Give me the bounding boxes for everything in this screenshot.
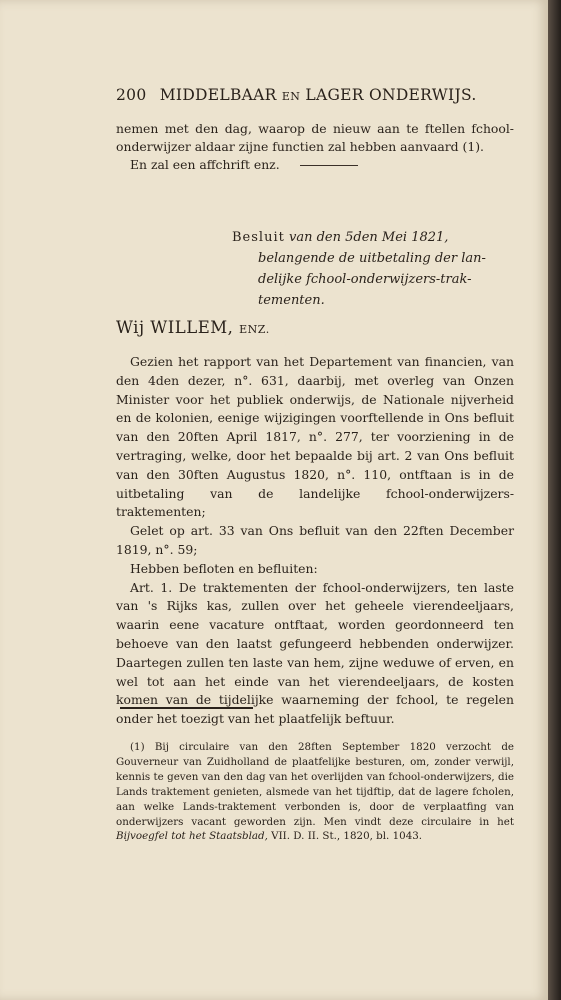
decree-body xyxy=(116,353,514,729)
page-edge xyxy=(548,0,561,1000)
footnote xyxy=(116,740,514,844)
preceding-paragraph: nemen met den dag, waarop de nieuw aan te ftellen fchool-onderwijzer aldaar zijne functien zal hebben aanvaard (1). xyxy=(116,121,514,154)
considerations-paragraph: Gezien het rapport van het Departement van financien, van den 4den dezer, n°. 631, daarbij, met overleg van Onzen Minister voor het publiek onderwijs, de Nationale nijverheid en de kolonien, eenige wijzigingen voorftellende in Ons befluit van den 20ften April 1817, n°. 277, ter voorziening in de vertraging, welke, door het bepaalde bij art. 2 van Ons befluit van den 30ften Augustus 1820, n°. 110, ontftaan is in de uitbetaling van de landelijke fchool-onderwijzers-traktementen; xyxy=(116,354,514,520)
page-number: 200 xyxy=(116,86,147,104)
royal-enz: ENZ. xyxy=(239,323,270,336)
decree-subject-line: delijke fchool-onderwijzers-trak- xyxy=(258,272,472,287)
decree-subject-line: belangende de uitbetaling der lan- xyxy=(258,251,486,266)
royal-intro xyxy=(116,318,514,337)
decree-heading xyxy=(232,227,512,311)
header-title-part1: MIDDELBAAR xyxy=(159,86,277,104)
resolution-paragraph: Hebben befloten en befluiten: xyxy=(130,560,318,576)
royal-name: Wij WILLEM, xyxy=(116,318,234,337)
header-title-conj: EN xyxy=(281,90,301,103)
footnote-reference-title: Bijvoegfel tot het Staatsblad, xyxy=(116,830,268,843)
decree-keyword: Besluit xyxy=(232,230,285,245)
decree-subject-line: tementen. xyxy=(258,293,325,308)
reference-paragraph: Gelet op art. 33 van Ons befluit van den 22ften December 1819, n°. 59; xyxy=(116,523,514,557)
header-title-part2: LAGER ONDERWIJS. xyxy=(305,86,477,104)
closing-line: En zal een affchrift enz. xyxy=(130,157,280,172)
article-1-paragraph: Art. 1. De traktementen der fchool-onderwijzers, ten laste van 's Rijks kas, zullen over het geheele vierendeeljaars, waarin eene vacature ontftaat, worden geordonneerd ten behoeve van den laatst gefungeerd hebbenden onderwijzer. Daartegen zullen ten laste van hem, zijne weduwe of erven, en wel tot aan het einde van het vierendeeljaars, de kosten komen van de tijdelijke waarneming der fchool, te regelen onder het toezigt van het plaatfelijk beftuur. xyxy=(116,579,514,727)
running-header xyxy=(116,86,514,104)
decree-date: van den 5den Mei 1821, xyxy=(288,230,449,245)
footnote-reference-tail: VII. D. II. St., 1820, bl. 1043. xyxy=(271,830,423,843)
footnote-divider xyxy=(120,707,253,709)
section-divider xyxy=(300,165,358,166)
footnote-text: (1) Bij circulaire van den 28ften September 1820 verzocht de Gouverneur van Zuidholland de plaatfelijke besturen, om, zonder verwijl, kennis te geven van den dag van het overlijden van fchool-onderwijzers, die Lands traktement genieten, alsmede van het tijdftip, dat de lagere fcholen, aan welke Lands-traktement verbonden is, door de verplaatfing van onderwijzers vacant geworden zijn. Men vindt deze circulaire in het xyxy=(116,741,514,828)
